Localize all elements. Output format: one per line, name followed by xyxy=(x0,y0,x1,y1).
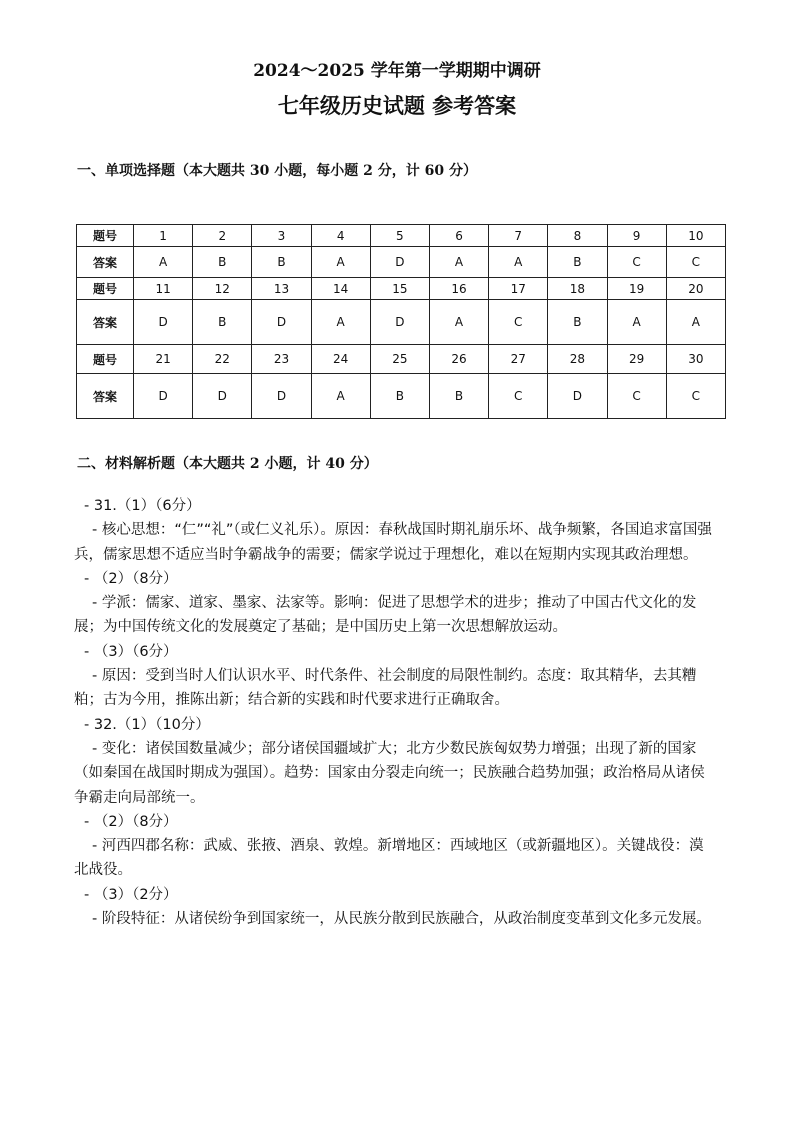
question-number: 4 xyxy=(311,225,370,247)
question-number: 3 xyxy=(252,225,311,247)
q32-part3-heading: - （3）（2分） xyxy=(84,886,178,903)
question-number: 18 xyxy=(548,278,607,300)
answer-cell: C xyxy=(489,374,548,419)
row-label-answer: 答案 xyxy=(77,300,134,345)
answer-cell: A xyxy=(607,300,666,345)
answer-cell: B xyxy=(370,374,429,419)
answer-cell: B xyxy=(548,247,607,278)
answer-cell: B xyxy=(429,374,488,419)
document-title: 2024～2025 学年第一学期期中调研 xyxy=(253,61,541,81)
question-number: 14 xyxy=(311,278,370,300)
question-number: 1 xyxy=(134,225,193,247)
table-row-numbers-2 xyxy=(77,278,726,300)
table-row-answers-3 xyxy=(77,374,726,419)
answer-explanations xyxy=(74,494,714,931)
section2-heading: 二、材料解析题（本大题共 2 小题，计 40 分） xyxy=(77,456,378,472)
question-number: 27 xyxy=(489,345,548,374)
question-number: 7 xyxy=(489,225,548,247)
q31-part2-heading: - （2）（8分） xyxy=(84,570,178,587)
row-label-answer: 答案 xyxy=(77,247,134,278)
answer-cell: A xyxy=(666,300,725,345)
q31-part3-answer: - 原因：受到当时人们认识水平、时代条件、社会制度的局限性制约。态度：取其精华，去其糟粕；古为今用，推陈出新；结合新的实践和时代要求进行正确取舍。 xyxy=(74,668,697,709)
question-number: 23 xyxy=(252,345,311,374)
question-number: 28 xyxy=(548,345,607,374)
q31-part2-answer: - 学派：儒家、道家、墨家、法家等。影响：促进了思想学术的进步；推动了中国古代文化的发展；为中国传统文化的发展奠定了基础；是中国历史上第一次思想解放运动。 xyxy=(74,595,697,636)
table-row-numbers-3 xyxy=(77,345,726,374)
answer-cell: B xyxy=(193,300,252,345)
question-number: 17 xyxy=(489,278,548,300)
row-label-number: 题号 xyxy=(77,345,134,374)
table-row-answers-2 xyxy=(77,300,726,345)
answer-cell: D xyxy=(252,300,311,345)
question-number: 11 xyxy=(134,278,193,300)
question-number: 2 xyxy=(193,225,252,247)
question-number: 21 xyxy=(134,345,193,374)
answer-cell: A xyxy=(311,374,370,419)
question-number: 15 xyxy=(370,278,429,300)
question-number: 30 xyxy=(666,345,725,374)
answer-cell: D xyxy=(370,300,429,345)
question-number: 24 xyxy=(311,345,370,374)
question-number: 29 xyxy=(607,345,666,374)
answer-cell: B xyxy=(252,247,311,278)
answer-cell: A xyxy=(134,247,193,278)
table-row-answers-1 xyxy=(77,247,726,278)
answer-table xyxy=(76,224,726,419)
question-number: 12 xyxy=(193,278,252,300)
answer-cell: A xyxy=(311,247,370,278)
question-number: 9 xyxy=(607,225,666,247)
question-number: 5 xyxy=(370,225,429,247)
document-subtitle: 七年级历史试题 参考答案 xyxy=(277,93,517,118)
q32-part2-answer: - 河西四郡名称：武威、张掖、酒泉、敦煌。新增地区：西域地区（或新疆地区）。关键战役：漠北战役。 xyxy=(74,838,704,879)
question-number: 16 xyxy=(429,278,488,300)
answer-cell: C xyxy=(666,374,725,419)
answer-cell: D xyxy=(134,300,193,345)
answer-cell: A xyxy=(429,300,488,345)
row-label-number: 题号 xyxy=(77,225,134,247)
q32-part1-answer: - 变化：诸侯国数量减少；部分诸侯国疆域扩大；北方少数民族匈奴势力增强；出现了新的国家（如秦国在战国时期成为强国）。趋势：国家由分裂走向统一；民族融合趋势加强；政治格局从诸侯争霸走向局部统一。 xyxy=(74,740,705,806)
answer-cell: D xyxy=(134,374,193,419)
answer-cell: A xyxy=(311,300,370,345)
question-number: 26 xyxy=(429,345,488,374)
question-number: 22 xyxy=(193,345,252,374)
table-row-numbers-1 xyxy=(77,225,726,247)
row-label-number: 题号 xyxy=(77,278,134,300)
question-number: 19 xyxy=(607,278,666,300)
q32-part2-heading: - （2）（8分） xyxy=(84,813,178,830)
section1-heading: 一、单项选择题（本大题共 30 小题，每小题 2 分，计 60 分） xyxy=(77,163,477,179)
question-number: 13 xyxy=(252,278,311,300)
q31-part1-answer: - 核心思想：“仁”“礼”（或仁义礼乐）。原因：春秋战国时期礼崩乐坏、战争频繁，各国追求富国强兵，儒家思想不适应当时争霸战争的需要；儒家学说过于理想化，难以在短期内实现其政治理想。 xyxy=(74,522,712,563)
answer-cell: D xyxy=(548,374,607,419)
answer-cell: D xyxy=(193,374,252,419)
answer-cell: D xyxy=(370,247,429,278)
row-label-answer: 答案 xyxy=(77,374,134,419)
answer-cell: A xyxy=(429,247,488,278)
answer-cell: D xyxy=(252,374,311,419)
question-number: 25 xyxy=(370,345,429,374)
question-number: 10 xyxy=(666,225,725,247)
answer-cell: C xyxy=(666,247,725,278)
question-number: 20 xyxy=(666,278,725,300)
answer-cell: B xyxy=(548,300,607,345)
question-number: 6 xyxy=(429,225,488,247)
question-number: 8 xyxy=(548,225,607,247)
q31-heading: - 31.（1）（6分） xyxy=(84,498,201,514)
q32-part3-answer: - 阶段特征：从诸侯纷争到国家统一，从民族分散到民族融合，从政治制度变革到文化多元发展。 xyxy=(92,911,711,928)
answer-cell: C xyxy=(489,300,548,345)
answer-cell: B xyxy=(193,247,252,278)
answer-cell: A xyxy=(489,247,548,278)
answer-cell: C xyxy=(607,374,666,419)
q31-part3-heading: - （3）（6分） xyxy=(84,643,178,660)
answer-cell: C xyxy=(607,247,666,278)
q32-heading: - 32.（1）（10分） xyxy=(84,716,210,733)
